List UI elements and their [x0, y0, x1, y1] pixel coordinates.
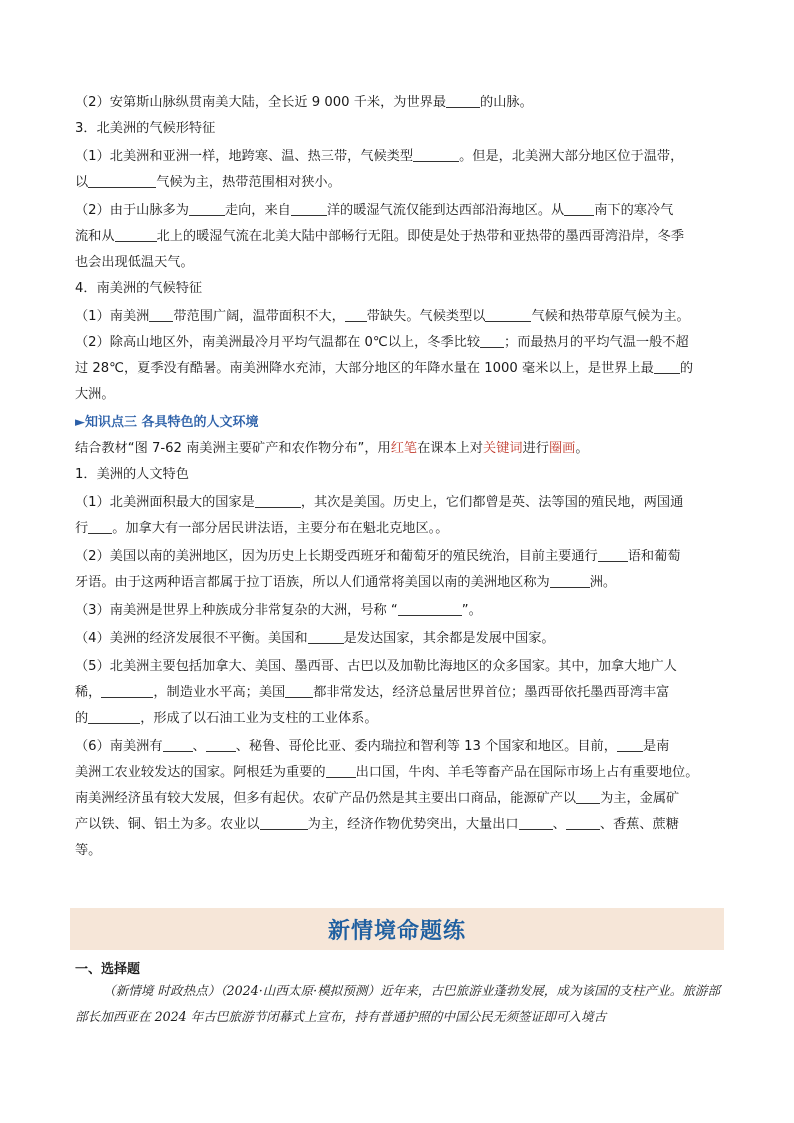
- text-line: （3）南美洲是世界上种族成分非常复杂的大洲，号称 “ ”。: [75, 603, 482, 618]
- text-line: 稀， ，制造业水平高；美国 都非常发达，经济总量居世界首位；墨西哥依托墨西哥湾丰富: [75, 685, 670, 700]
- section-heading: 4．南美洲的气候特征: [75, 281, 203, 296]
- text-line: 以 气候为主，热带范围相对狭小。: [75, 175, 341, 190]
- question-body: 近年来，古巴旅游业蓬勃发展，成为该国的支柱产业。旅游部部长加西亚在 2024 年古巴旅游节闭幕式上宣布，持有普通护照的中国公民无须签证即可入境古: [75, 983, 721, 1024]
- text-line: 产以铁、铜、铝土为多。农业以 为主，经济作物优势突出，大量出口 、 、香蕉、蔗糖: [75, 817, 679, 832]
- text-line: 等。: [75, 843, 102, 858]
- text-line: 美洲工农业较发达的国家。阿根廷为重要的 出口国，牛肉、羊毛等畜产品在国际市场上占有重要地位。: [75, 765, 699, 780]
- text-line: 过 28℃，夏季没有酷暑。南美洲降水充沛，大部分地区的年降水量在 1000 毫米以上，是世界上最 的: [75, 361, 694, 376]
- text-line: （1）北美洲面积最大的国家是 ，其次是美国。历史上，它们都曾是英、法等国的殖民地，两国通: [75, 495, 684, 510]
- text-line: 结合教材“图 7-62 南美洲主要矿产和农作物分布”，用红笔在课本上对关键词进行圈画。: [75, 441, 589, 456]
- banner-title: 新情境命题练: [327, 918, 466, 944]
- text-line: （4）美洲的经济发展很不平衡。美国和 是发达国家，其余都是发展中国家。: [75, 631, 555, 646]
- text-line: 流和从 北上的暖湿气流在北美大陆中部畅行无阻。即使是处于热带和亚热带的墨西哥湾沿岸，冬季: [75, 229, 685, 244]
- question-text: [75, 978, 725, 1030]
- text-line: 大洲。: [75, 387, 115, 402]
- section-heading: 3．北美洲的气候形特征: [75, 121, 216, 136]
- section-heading: 1．美洲的人文特色: [75, 467, 189, 482]
- text-line: 也会出现低温天气。: [75, 255, 194, 270]
- text-line: （5）北美洲主要包括加拿大、美国、墨西哥、古巴以及加勒比海地区的众多国家。其中，加拿大地广人: [75, 659, 677, 674]
- knowledge-point-heading: ►知识点三 各具特色的人文环境: [75, 415, 259, 430]
- text-line: 牙语。由于这两种语言都属于拉丁语族，所以人们通常将美国以南的美洲地区称为 洲。: [75, 575, 617, 590]
- text-line: 南美洲经济虽有较大发展，但多有起伏。农矿产品仍然是其主要出口商品，能源矿产以 为主，金属矿: [75, 791, 680, 806]
- text-line: （2）由于山脉多为 走向，来自 洋的暖湿气流仅能到达西部沿海地区。从 南下的寒冷气: [75, 203, 674, 218]
- text-line: （1）北美洲和亚洲一样，地跨寒、温、热三带，气候类型 。但是，北美洲大部分地区位于温带，: [75, 149, 684, 164]
- worksheet-body: [75, 90, 725, 864]
- text-line: （6）南美洲有 、 、秘鲁、哥伦比亚、委内瑞拉和智利等 13 个国家和地区。目前， 是南: [75, 739, 670, 754]
- choice-section-heading: 一、选择题: [75, 962, 141, 977]
- section-banner: [70, 908, 724, 950]
- text-line: （1）南美洲 带范围广阔，温带面积不大， 带缺失。气候类型以 气候和热带草原气候为主。: [75, 309, 690, 324]
- text-line: （2）安第斯山脉纵贯南美大陆，全长近 9 000 千米，为世界最 的山脉。: [75, 95, 533, 110]
- text-line: 行 。加拿大有一部分居民讲法语，主要分布在魁北克地区。。: [75, 521, 449, 536]
- text-line: 的 ，形成了以石油工业为支柱的工业体系。: [75, 711, 378, 726]
- question-tag: （新情境 时政热点）: [103, 983, 221, 998]
- text-line: （2）除高山地区外，南美洲最冷月平均气温都在 0℃以上，冬季比较 ；而最热月的平均气温一般不超: [75, 335, 689, 350]
- text-line: （2）美国以南的美洲地区，因为历史上长期受西班牙和葡萄牙的殖民统治，目前主要通行 语和葡萄: [75, 549, 681, 564]
- question-source: （2024·山西太原·模拟预测）: [220, 983, 381, 998]
